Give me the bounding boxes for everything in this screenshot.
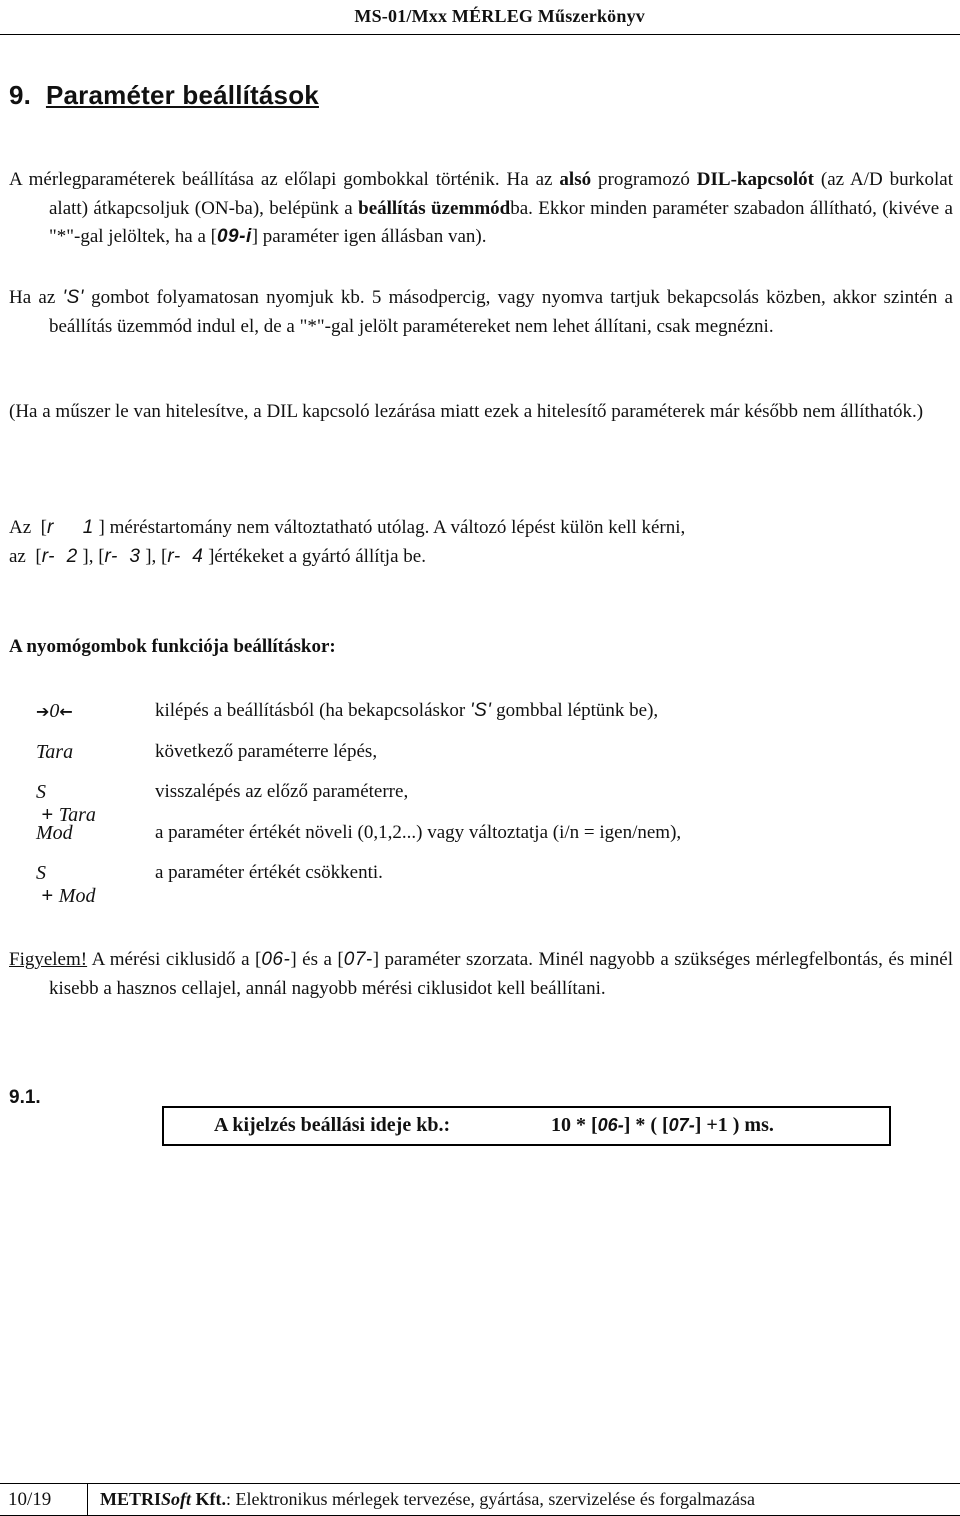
param-code: 07- — [343, 949, 373, 970]
text: ] +1 ) ms. — [694, 1114, 774, 1136]
param-code: 06- — [597, 1115, 624, 1135]
range-paragraph — [9, 514, 953, 571]
text: Az [ — [9, 517, 47, 538]
button-key: Mod — [36, 821, 73, 844]
text: gombot folyamatosan nyomjuk kb. 5 másodpercig, vagy nyomva tartjuk bekapcsolás közben, akkor szintén a beállítás üzemmód indul el, de a "*"-gal jelölt paramétereket nem lehet állítani, csak megnézni. — [49, 287, 953, 337]
text: 10 * [ — [551, 1114, 598, 1136]
intro-paragraph-3 — [9, 398, 953, 427]
page-header — [0, 0, 960, 35]
subsection-number: 9.1. — [9, 1087, 41, 1108]
key-code: 'S' — [62, 287, 84, 308]
text: ba. Ekkor minden paraméter szabadon állítható, (kivéve a "*"-gal jelöltek, ha a [ — [49, 197, 953, 247]
display-time-label: A kijelzés beállási ideje kb.: — [214, 1114, 451, 1136]
param-code: r- 2 — [41, 545, 78, 567]
text: ]értékeket a gyártó állítja be. — [203, 545, 426, 567]
button-key: Tara — [36, 740, 74, 763]
text: ], [ — [77, 545, 105, 567]
param-code: 06- — [261, 949, 291, 970]
text-bold: alsó — [559, 169, 592, 190]
param-code: r- 4 — [167, 545, 204, 567]
button-desc: a paraméter értékét növeli (0,1,2...) vagy változtatja (i/n = igen/nem), — [155, 821, 682, 843]
button-desc: a paraméter értékét csökkenti. — [155, 862, 383, 883]
arrow-right-icon: ➔ — [36, 702, 50, 721]
button-key — [36, 781, 96, 827]
arrow-left-icon: ← — [59, 702, 73, 721]
text-bold: beállítás üzemmód — [358, 197, 511, 219]
button-desc: visszalépés az előző paraméterre, — [155, 781, 409, 802]
key-code: 'S' — [469, 700, 492, 721]
section-title: Paraméter beállítások — [45, 80, 319, 110]
text: A mérlegparaméterek beállítása az előlapi gombokkal történik. Ha az — [9, 169, 560, 190]
company-name: Soft — [161, 1489, 192, 1509]
company-name: METRI — [100, 1489, 162, 1509]
param-code: 09-i — [216, 226, 252, 247]
text: gombbal léptünk be), — [491, 700, 659, 721]
key-label: S — [36, 862, 46, 884]
button-desc — [155, 700, 658, 722]
text: (az A/D burkolat alatt) átkapcsoljuk (ON-ba), belépünk a — [49, 169, 953, 219]
intro-paragraph-1 — [9, 166, 953, 252]
display-time-formula — [551, 1114, 774, 1137]
text-bold: DIL-kapcsolót — [696, 169, 814, 190]
plus-sign: + — [36, 885, 59, 907]
intro-paragraph-2 — [9, 284, 953, 341]
header-title: MS-01/Mxx MÉRLEG Műszerkönyv — [354, 6, 645, 26]
text: ] és a [ — [290, 949, 344, 970]
key-label: 0 — [49, 700, 60, 722]
param-code: r 1 — [46, 517, 94, 538]
section-number: 9. — [9, 80, 32, 110]
text: Ha az — [9, 287, 63, 308]
text: (Ha a műszer le van hitelesítve, a DIL kapcsoló lezárása miatt ezek a hitelesítő paraméterek már később nem állíthatók.) — [9, 401, 924, 422]
plus-sign: + — [36, 804, 59, 826]
company-name: Kft. — [191, 1489, 227, 1509]
buttons-heading — [9, 633, 953, 662]
text: ] méréstartomány nem változtatható utólag. A változó lépést külön kell kérni, — [93, 517, 686, 538]
warning-label: Figyelem! — [9, 949, 88, 970]
key-label: Tara — [58, 804, 96, 826]
page-number: 10/19 — [0, 1484, 88, 1515]
param-code: 07- — [668, 1115, 695, 1135]
page-footer — [0, 1483, 960, 1516]
warning-paragraph — [9, 946, 953, 1003]
text: az [ — [9, 545, 42, 567]
button-desc: következő paraméterre lépés, — [155, 740, 378, 762]
text: ] * ( [ — [623, 1114, 669, 1136]
footer-text — [100, 1484, 755, 1515]
buttons-heading-text: A nyomógombok funkciója beállításkor: — [9, 636, 336, 657]
text: ] paraméter igen állásban van). — [251, 226, 487, 247]
button-key — [36, 862, 95, 908]
display-time-box — [162, 1106, 891, 1146]
key-label: Mod — [58, 885, 96, 907]
button-key — [36, 700, 73, 723]
footer-description: : Elektronikus mérlegek tervezése, gyártása, szervizelése és forgalmazása — [226, 1489, 755, 1509]
text: A mérési ciklusidő a [ — [87, 949, 262, 970]
section-heading — [9, 80, 319, 111]
text: ] paraméter szorzata. Minél nagyobb a szükséges mérlegfelbontás, és minél kisebb a hasznos cellajel, annál nagyobb mérési ciklusidot kell beállítani. — [49, 949, 953, 999]
text: kilépés a beállításból (ha bekapcsoláskor — [155, 700, 470, 721]
param-code: r- 3 — [104, 545, 141, 567]
key-label: S — [36, 781, 46, 803]
text: programozó — [591, 169, 697, 190]
text: ], [ — [140, 545, 168, 567]
